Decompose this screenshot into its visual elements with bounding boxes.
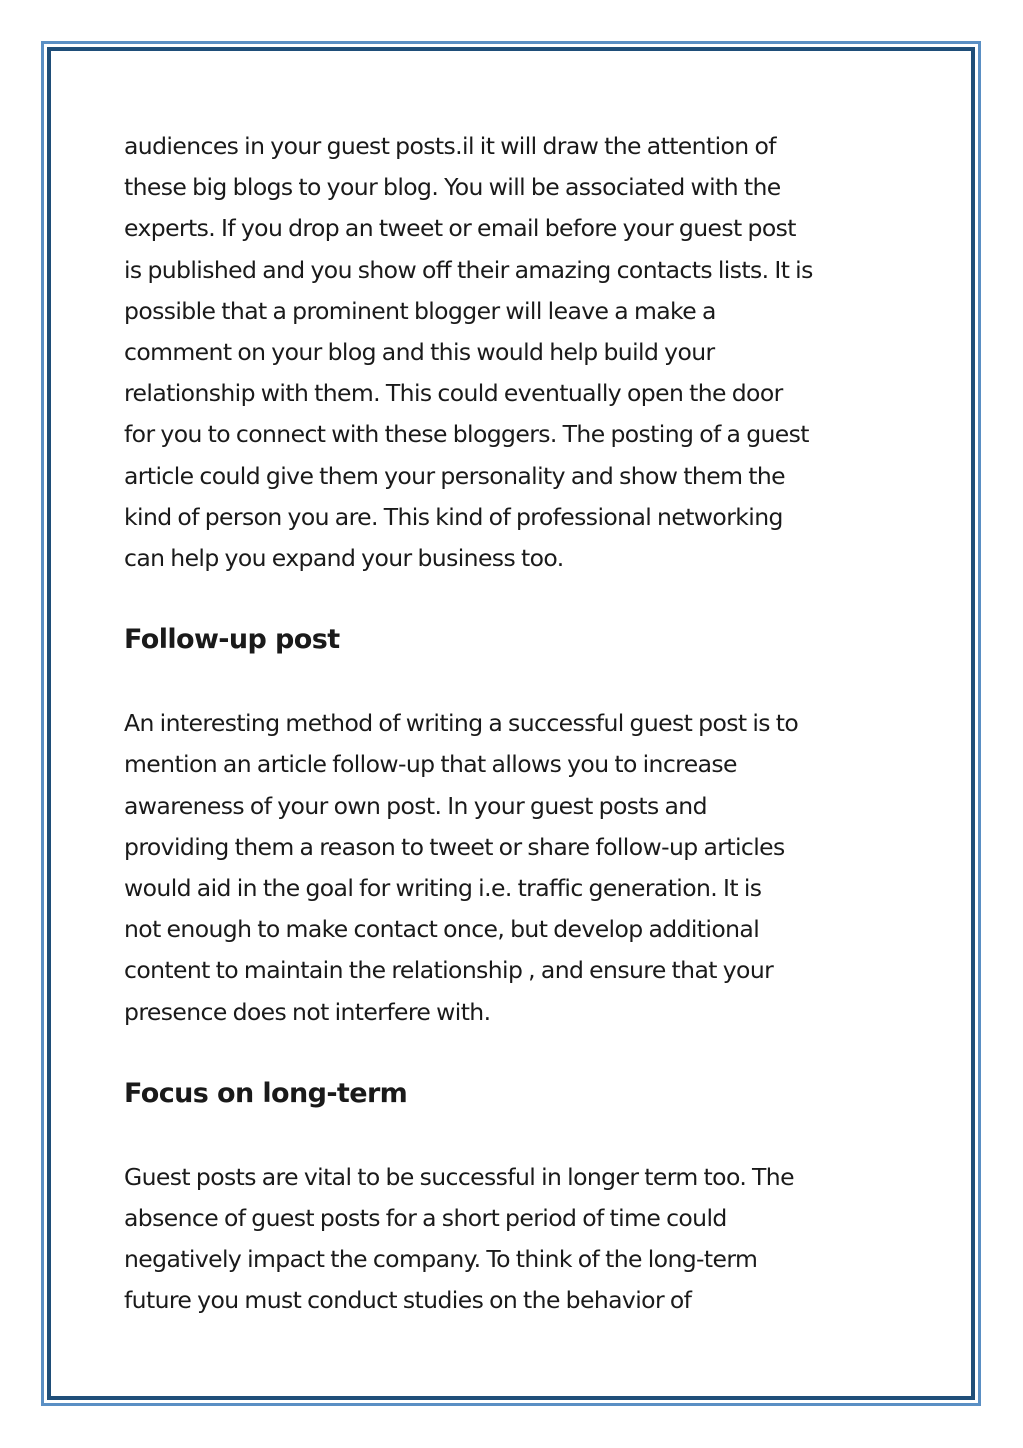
paragraph-intro: audiences in your guest posts.il it will draw the attention of these big blogs to your blog. You will be associated with the experts. If you drop an tweet or email before your guest post is published and you show off their amazing contacts lists. It is possible that a prominent blogger will leave a make a comment on your blog and this would help build your relationship with them. This could eventually open the door for you to connect with these bloggers. The posting of a guest article could give them your personality and show them the kind of person you are. This kind of professional networking can help you expand your business too.: [124, 132, 813, 573]
paragraph-follow-up-post: An interesting method of writing a successful guest post is to mention an article follow-up that allows you to increase awareness of your own post. In your guest posts and providing them a reason to tweet or share follow-up articles would aid in the goal for writing i.e. traffic generation. It is not enough to make contact once, but develop additional content to maintain the relationship , and ensure that your presence does not interfere with.: [124, 709, 799, 1026]
heading-focus-on-long-term: Focus on long-term: [124, 1077, 408, 1109]
paragraph-focus-on-long-term: Guest posts are vital to be successful in longer term too. The absence of guest posts for a short period of time could negatively impact the company. To think of the long-term future you must conduct studies on the behavior of: [124, 1162, 794, 1315]
document-body: [124, 126, 924, 1322]
heading-follow-up-post: Follow-up post: [124, 624, 340, 656]
